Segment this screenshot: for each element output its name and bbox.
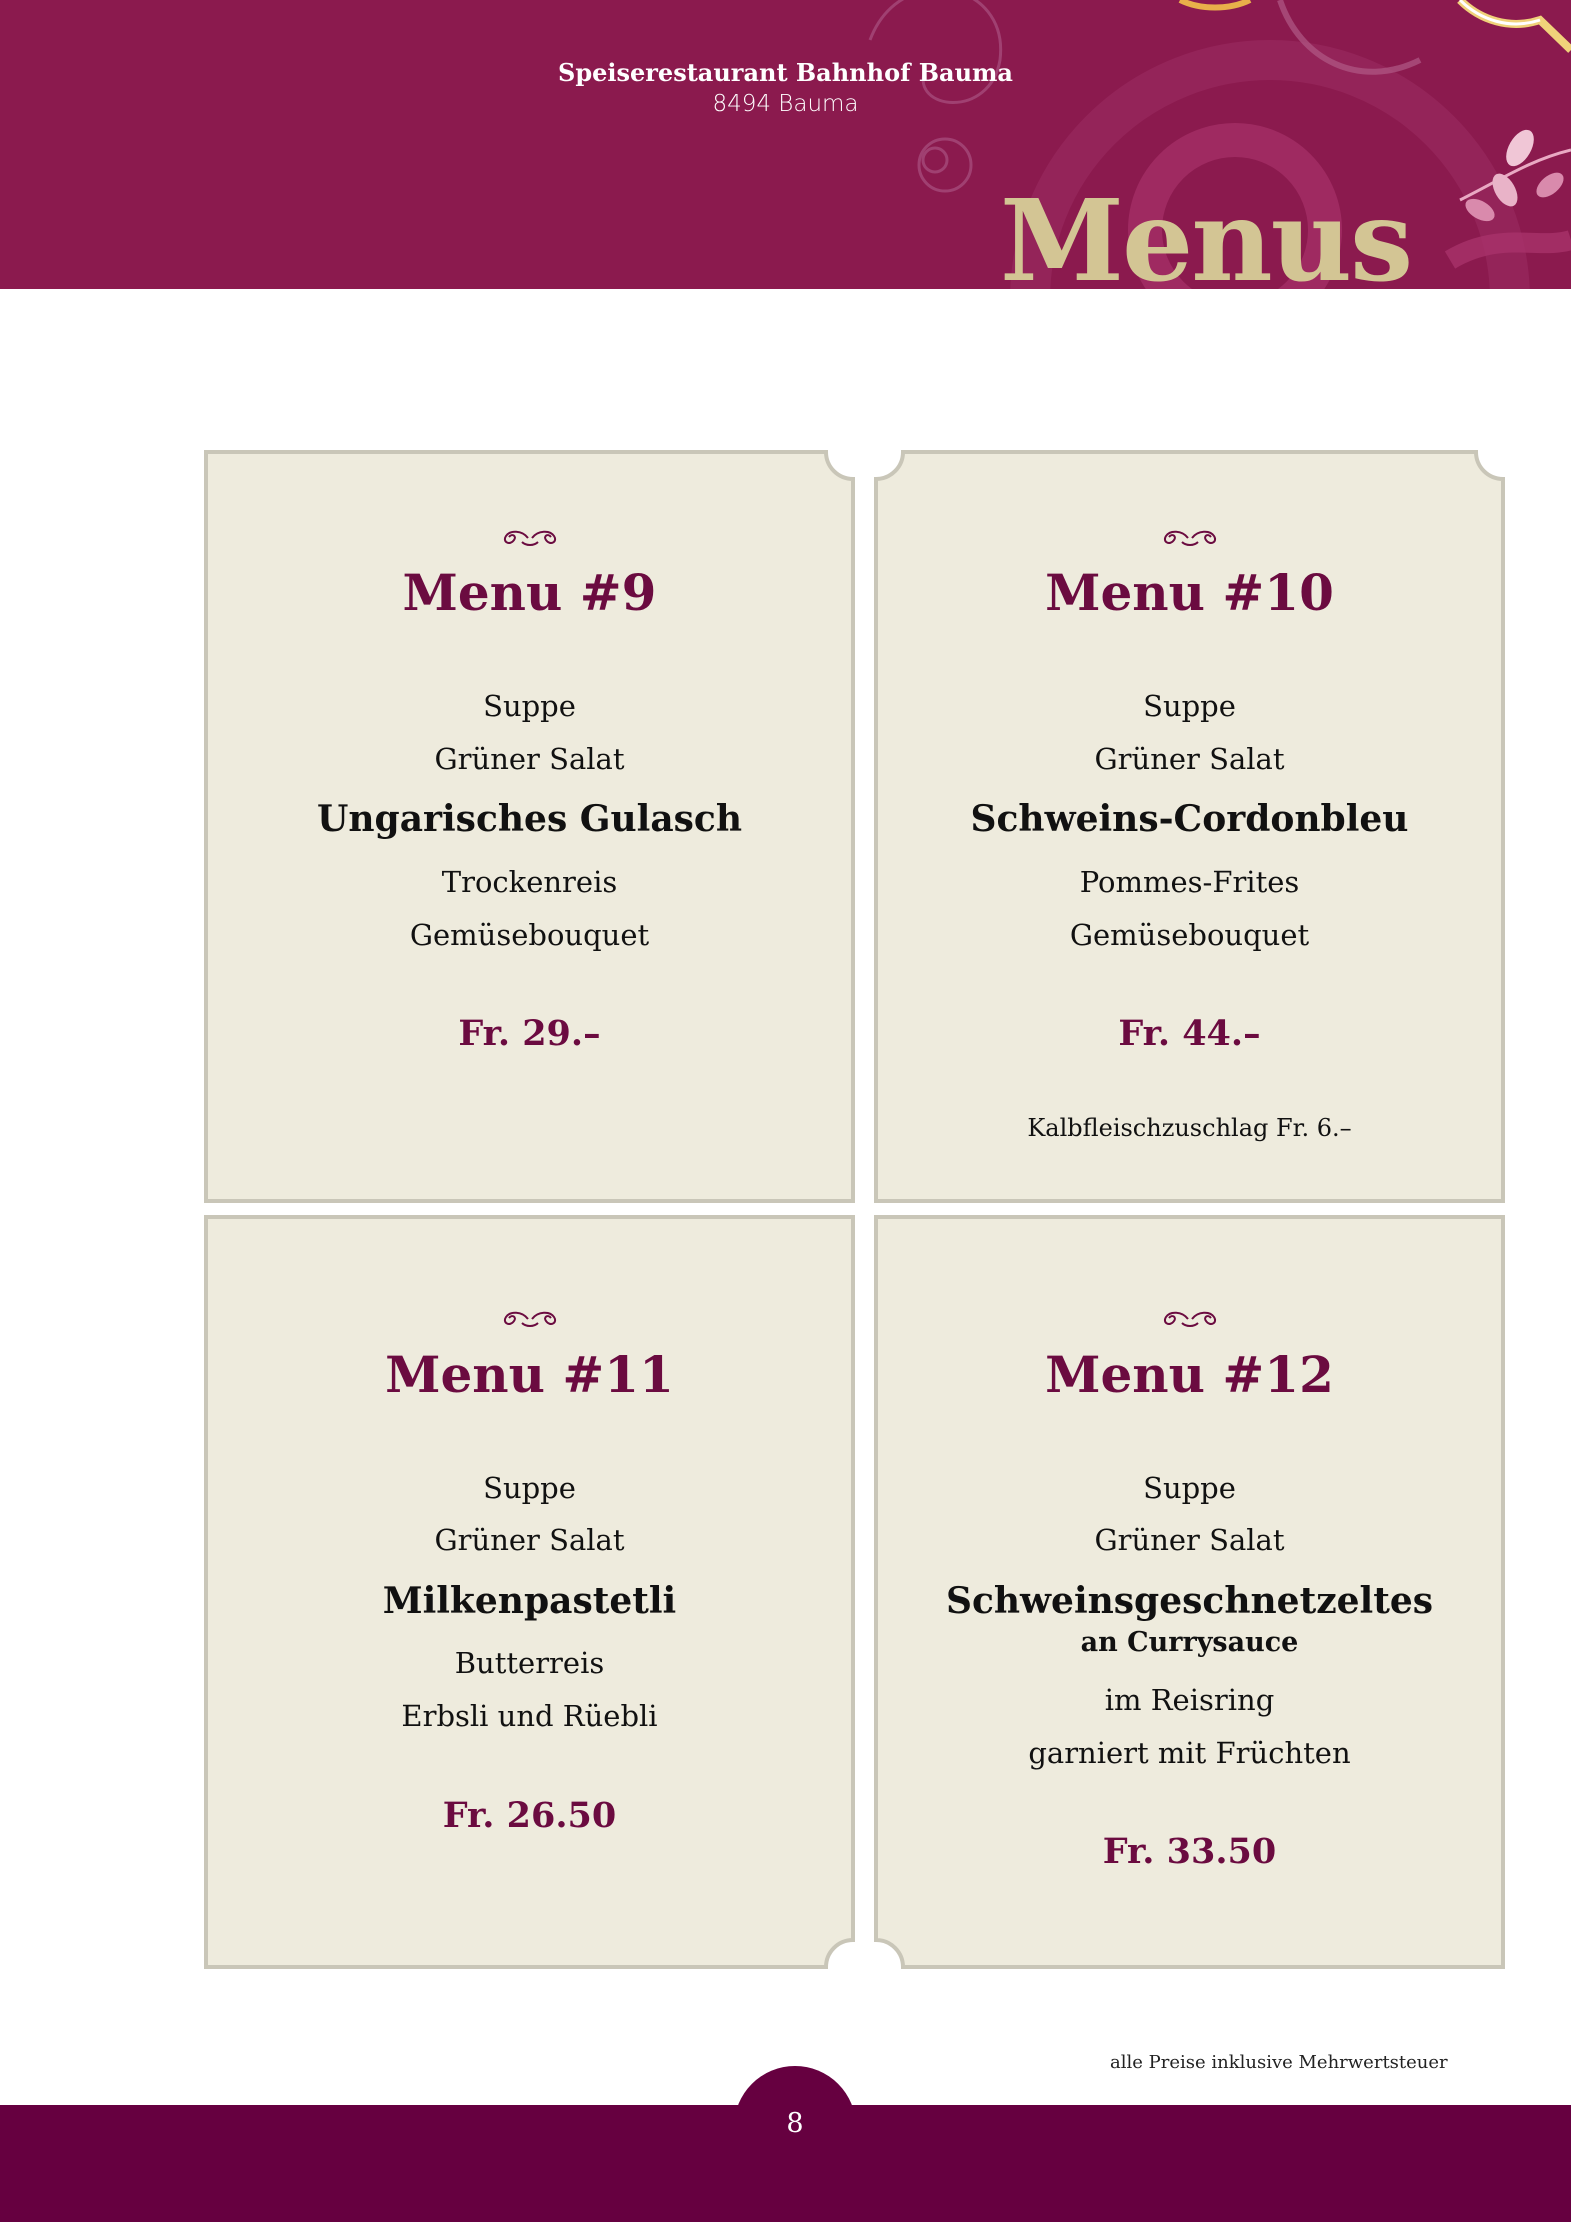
main-dish: Schweinsgeschnetzeltes — [945, 1580, 1434, 1622]
menu-card-10 — [876, 452, 1503, 1201]
menu-title: Menu #12 — [1045, 1345, 1334, 1404]
starter-item: Suppe — [483, 1471, 576, 1505]
side-item: Pommes-Frites — [1079, 865, 1300, 899]
main-dish: Schweins-Cordonbleu — [970, 798, 1409, 840]
flourish-ornament-icon — [500, 528, 560, 548]
vat-note: alle Preise inklusive Mehrwertsteuer — [1110, 2052, 1448, 2073]
menu-price: Fr. 44.– — [1118, 1013, 1261, 1054]
main-dish: Milkenpastetli — [382, 1580, 677, 1622]
side-item: Butterreis — [454, 1646, 605, 1680]
flourish-ornament-icon — [500, 1309, 560, 1329]
surcharge-note: Kalbfleischzuschlag Fr. 6.– — [1027, 1114, 1352, 1142]
menu-card-11 — [206, 1217, 853, 1967]
restaurant-address: 8494 Bauma — [712, 91, 859, 117]
restaurant-name: Speiserestaurant Bahnhof Bauma — [558, 58, 1013, 87]
menu-price: Fr. 33.50 — [1102, 1831, 1277, 1872]
side-item: im Reisring — [1104, 1683, 1275, 1717]
flourish-ornament-icon — [1160, 528, 1220, 548]
side-item: Gemüsebouquet — [409, 918, 650, 952]
side-item: Erbsli und Rüebli — [401, 1699, 658, 1733]
menu-price: Fr. 26.50 — [442, 1795, 617, 1836]
menu-title: Menu #11 — [385, 1345, 674, 1404]
flourish-ornament-icon — [1160, 1309, 1220, 1329]
menu-title: Menu #10 — [1045, 563, 1334, 622]
side-item: Trockenreis — [441, 865, 618, 899]
page-title: Menus — [1000, 176, 1412, 289]
main-dish: Ungarisches Gulasch — [316, 798, 743, 840]
starter-item: Grüner Salat — [1094, 742, 1285, 776]
starter-item: Grüner Salat — [434, 1523, 625, 1557]
starter-item: Grüner Salat — [434, 742, 625, 776]
main-dish-subtitle: an Currysauce — [1080, 1627, 1299, 1658]
side-item: garniert mit Früchten — [1028, 1736, 1351, 1770]
starter-item: Suppe — [483, 689, 576, 723]
menu-card-12 — [876, 1217, 1503, 1967]
starter-item: Grüner Salat — [1094, 1523, 1285, 1557]
menu-card-9 — [206, 452, 853, 1201]
menu-price: Fr. 29.– — [458, 1013, 601, 1054]
starter-item: Suppe — [1143, 689, 1236, 723]
menu-title: Menu #9 — [402, 563, 657, 622]
page-number: 8 — [786, 2108, 804, 2139]
starter-item: Suppe — [1143, 1471, 1236, 1505]
side-item: Gemüsebouquet — [1069, 918, 1310, 952]
